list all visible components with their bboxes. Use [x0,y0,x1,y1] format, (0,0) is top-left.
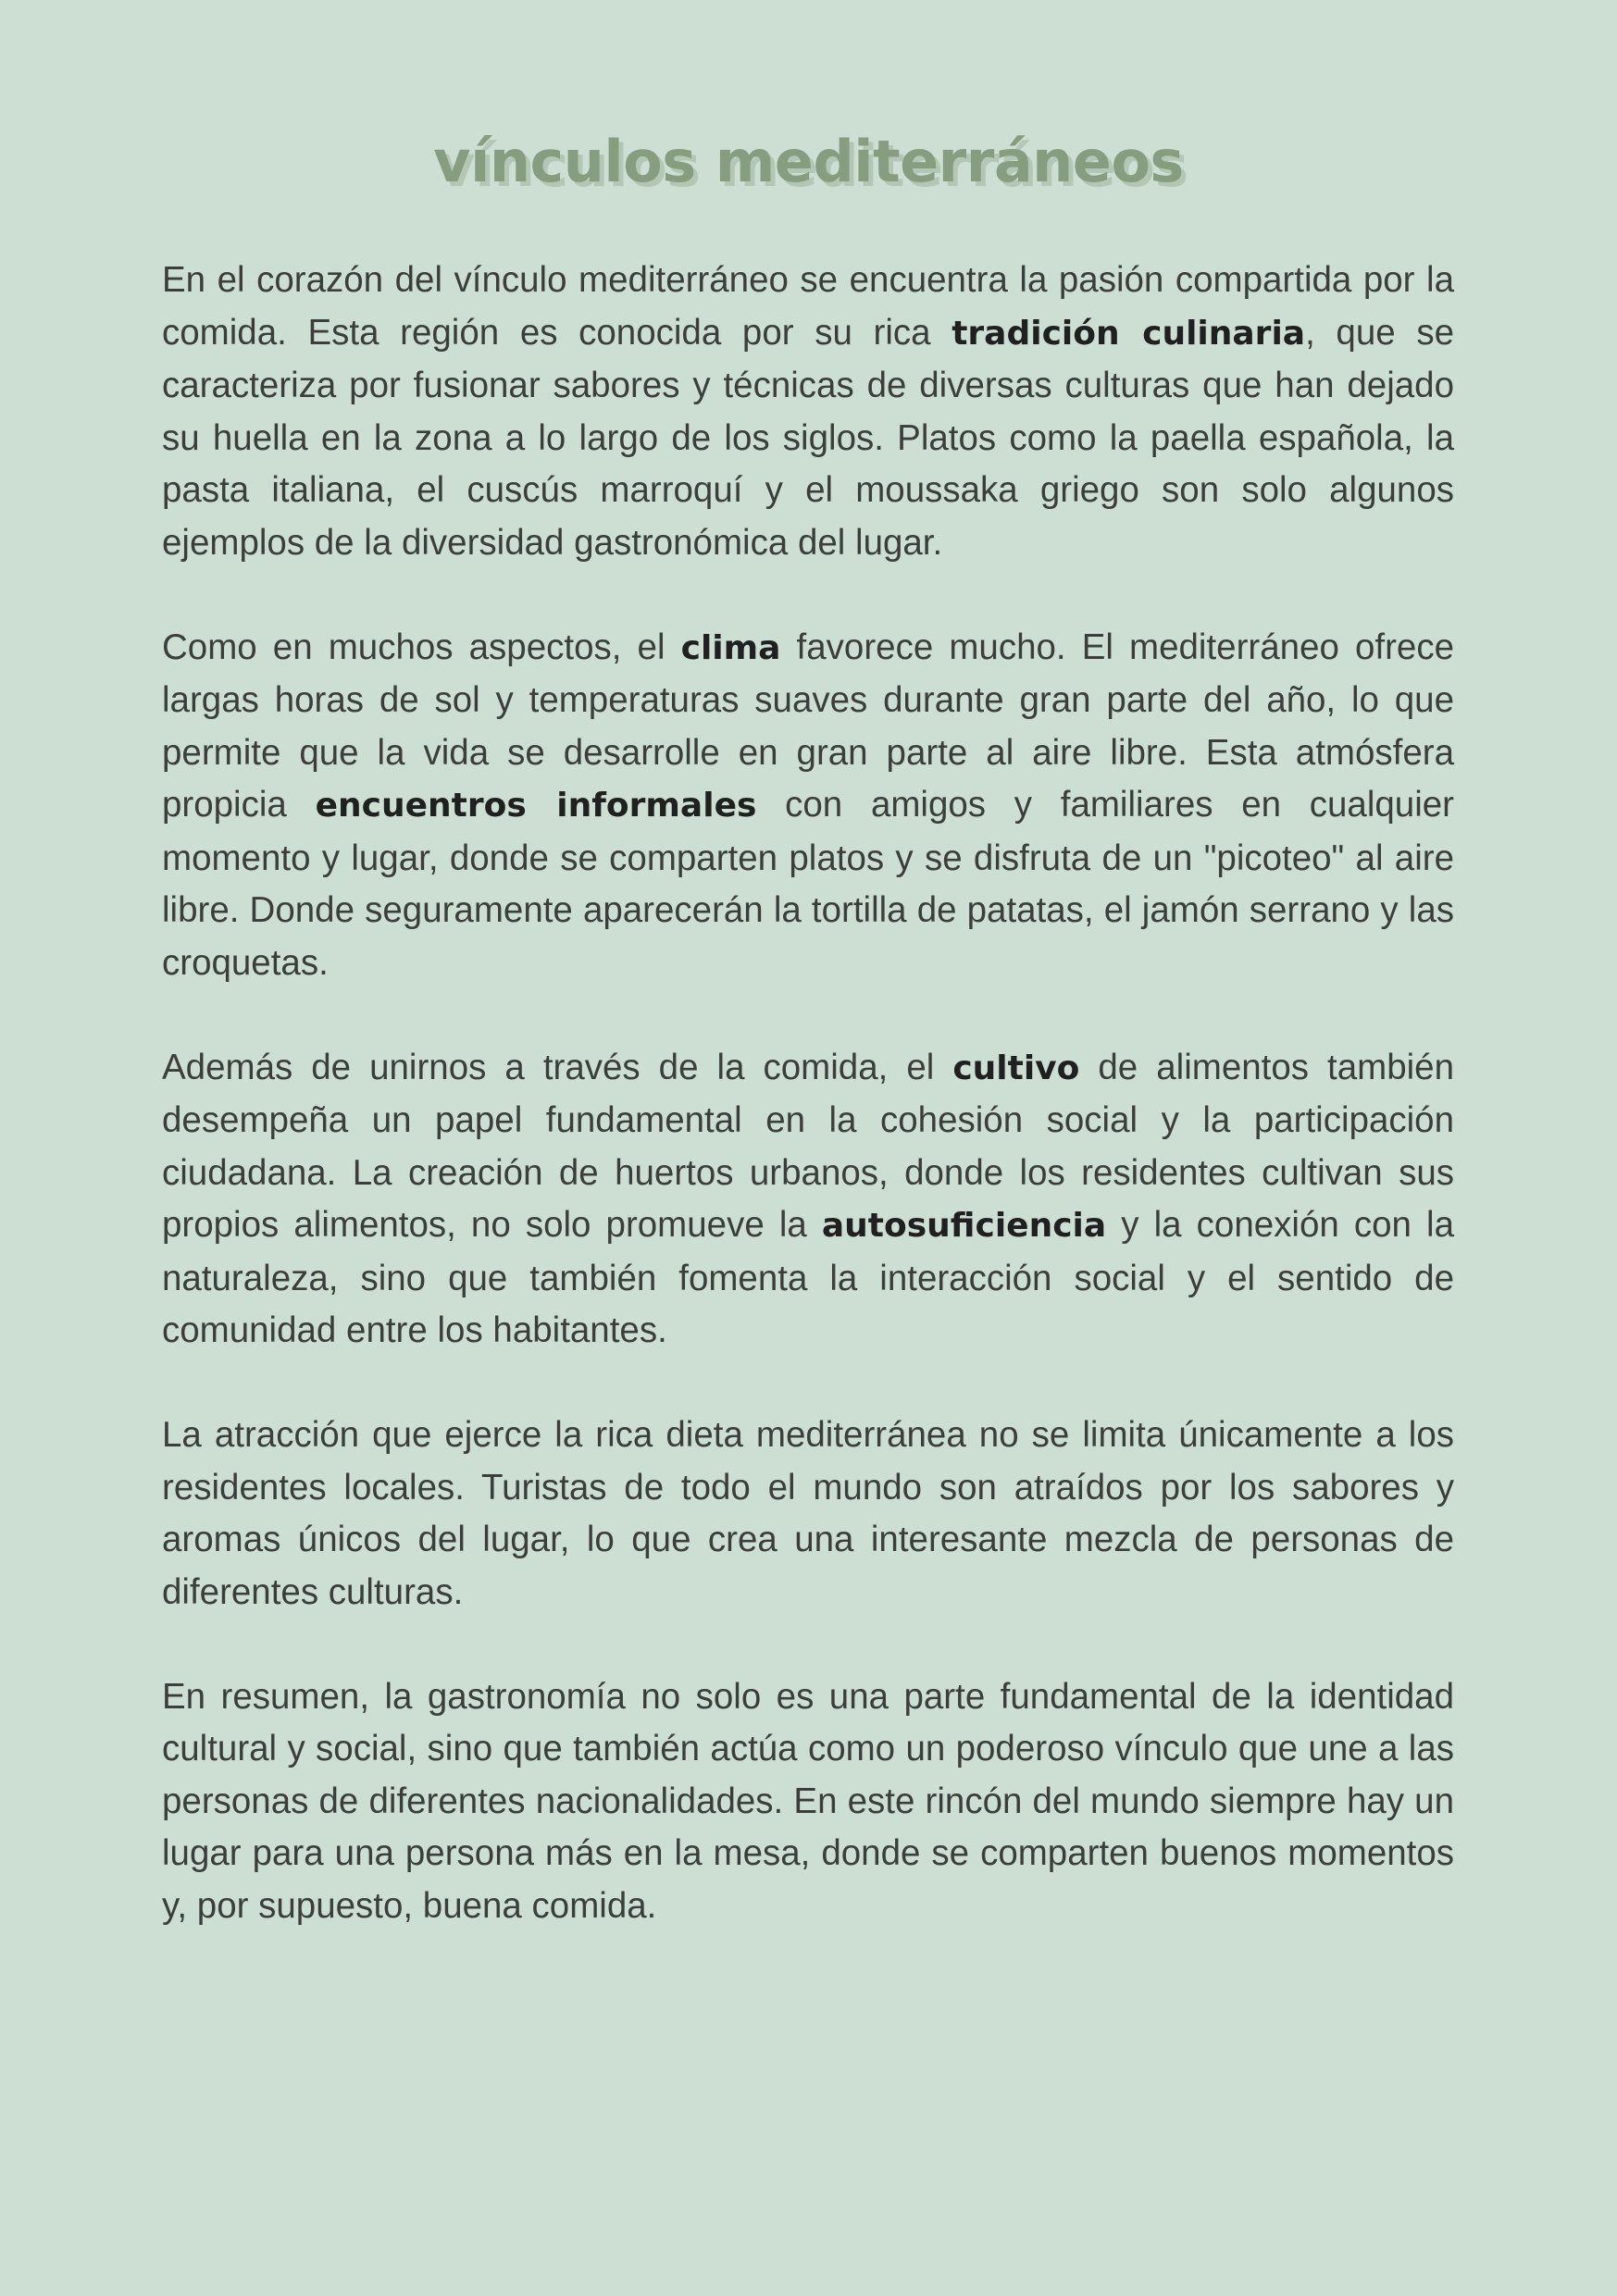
document-body [162,254,1454,1932]
text-segment: con amigos y familiares en cualquier momento y lugar, donde se comparten platos y se disfruta de un "picoteo" al aire libre. Donde seguramente aparecerán la tortilla de patatas, el jamón serrano y las croquetas. [162,785,1454,983]
text-segment: Además de unirnos a través de la comida, el [162,1047,953,1087]
paragraph [162,1671,1454,1933]
text-segment: En resumen, la gastronomía no solo es una parte fundamental de la identidad cultural y social, sino que también actúa como un poderoso vínculo que une a las personas de diferentes nacionalidades. En este rincón del mundo siempre hay un lugar para una persona más en la mesa, donde se comparten buenos momentos y, por supuesto, buena comida. [162,1676,1454,1926]
text-segment: favorece mucho. El mediterráneo ofrece largas horas de sol y temperaturas suaves durante gran parte del año, lo que permite que la vida se desarrolle en gran parte al aire libre. Esta atmósfera propicia [162,627,1454,825]
paragraph [162,254,1454,569]
document-title: vínculos mediterráneos [433,128,1184,195]
emphasis-text: autosuficiencia [821,1207,1107,1245]
paragraph [162,1042,1454,1358]
emphasis-text: tradición culinaria [952,314,1306,353]
text-segment: En el corazón del vínculo mediterráneo se encuentra la pasión compartida por la comida. Esta región es conocida por su rica [162,260,1454,353]
text-segment: , que se caracteriza por fusionar sabores y técnicas de diversas culturas que han dejado su huella en la zona a lo largo de los siglos. Platos como la paella española, la pasta italiana, el cuscús marroquí y el moussaka griego son solo algunos ejemplos de la diversidad gastronómica del lugar. [162,312,1454,563]
text-segment: La atracción que ejerce la rica dieta mediterránea no se limita únicamente a los residentes locales. Turistas de todo el mundo son atraídos por los sabores y aromas únicos del lugar, lo que crea una interesante mezcla de personas de diferentes culturas. [162,1415,1454,1612]
text-segment: Como en muchos aspectos, el [162,627,681,667]
paragraph [162,1409,1454,1619]
text-segment: de alimentos también desempeña un papel fundamental en la cohesión social y la participación ciudadana. La creación de huertos urbanos, donde los residentes cultivan sus propios alimentos, no solo promueve la [162,1047,1454,1245]
emphasis-text: clima [680,628,781,667]
emphasis-text: encuentros informales [315,787,757,825]
emphasis-text: cultivo [952,1049,1080,1087]
text-segment: y la conexión con la naturaleza, sino que también fomenta la interacción social y el sentido de comunidad entre los habitantes. [162,1205,1454,1350]
paragraph [162,622,1454,990]
